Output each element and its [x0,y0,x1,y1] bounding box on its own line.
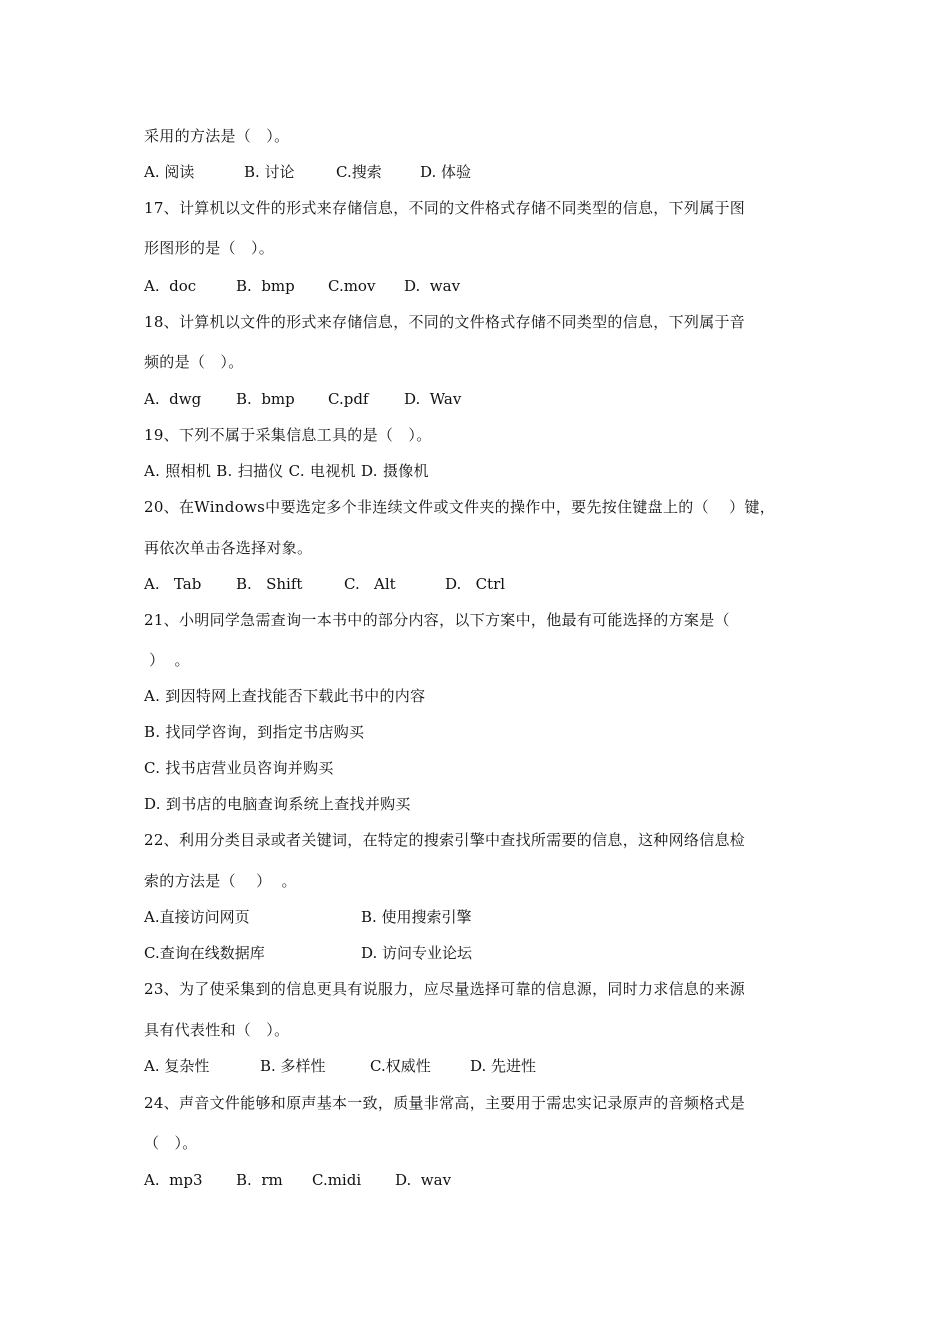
question-18-stem: 18、计算机以文件的形式来存储信息，不同的文件格式存储不同类型的信息，下列属于音 [144,313,746,331]
q18-option-c: C.pdf [328,390,369,408]
q24-option-c: C.midi [312,1171,362,1189]
q23-option-d: D. 先进性 [470,1057,537,1075]
question-24-stem: 24、声音文件能够和原声基本一致，质量非常高，主要用于需忠实记录原声的音频格式是 [144,1094,746,1112]
q19-options: A. 照相机 B. 扫描仪 C. 电视机 D. 摄像机 [144,462,429,480]
question-21-stem-line2: ） 。 [144,651,190,669]
q23-option-b: B. 多样性 [260,1057,326,1075]
q21-option-b: B. 找同学咨询，到指定书店购买 [144,723,365,741]
q20-option-c: C. Alt [344,575,396,593]
q21-option-c: C. 找书店营业员咨询并购买 [144,759,334,777]
q21-option-a: A. 到因特网上查找能否下载此书中的内容 [144,687,426,705]
q24-option-b: B. rm [236,1171,283,1189]
question-17-stem-line2: 形图形的是（ ）。 [144,239,275,257]
q22-option-d: D. 访问专业论坛 [361,944,473,962]
q17-option-b: B. bmp [236,277,295,295]
question-16-stem-end: 采用的方法是（ ）。 [144,127,290,145]
question-20-stem: 20、在Windows中要选定多个非连续文件或文件夹的操作中，要先按住键盘上的（ ）键， [144,498,776,516]
q23-option-c: C.权威性 [370,1057,431,1075]
q18-option-b: B. bmp [236,390,295,408]
q17-option-d: D. wav [404,277,461,295]
question-21-stem: 21、小明同学急需查询一本书中的部分内容，以下方案中，他最有可能选择的方案是（ [144,611,730,629]
q16-option-a: A. 阅读 [144,163,195,181]
q17-option-c: C.mov [328,277,376,295]
q22-option-b: B. 使用搜索引擎 [361,908,472,926]
q18-option-d: D. Wav [404,390,462,408]
question-22-stem: 22、利用分类目录或者关键词，在特定的搜索引擎中查找所需要的信息，这种网络信息检 [144,831,746,849]
question-23-stem-line2: 具有代表性和（ ）。 [144,1021,290,1039]
question-20-stem-line2: 再依次单击各选择对象。 [144,539,313,557]
q21-option-d: D. 到书店的电脑查询系统上查找并购买 [144,795,411,813]
q20-option-b: B. Shift [236,575,303,593]
question-22-stem-line2: 索的方法是（ ） 。 [144,872,297,890]
q16-option-c: C.搜索 [336,163,382,181]
question-17-stem: 17、计算机以文件的形式来存储信息，不同的文件格式存储不同类型的信息，下列属于图 [144,199,746,217]
q24-option-a: A. mp3 [144,1171,203,1189]
q17-option-a: A. doc [144,277,197,295]
q24-option-d: D. wav [395,1171,452,1189]
q23-option-a: A. 复杂性 [144,1057,210,1075]
q20-option-a: A. Tab [144,575,202,593]
q22-option-c: C.查询在线数据库 [144,944,265,962]
question-24-stem-line2: （ ）。 [144,1134,198,1152]
q22-option-a: A.直接访问网页 [144,908,250,926]
question-23-stem: 23、为了使采集到的信息更具有说服力，应尽量选择可靠的信息源，同时力求信息的来源 [144,980,746,998]
q20-option-d: D. Ctrl [445,575,506,593]
question-18-stem-line2: 频的是（ ）。 [144,353,244,371]
question-19-stem: 19、下列不属于采集信息工具的是（ ）。 [144,426,432,444]
q16-option-d: D. 体验 [420,163,472,181]
q18-option-a: A. dwg [144,390,202,408]
q16-option-b: B. 讨论 [244,163,295,181]
